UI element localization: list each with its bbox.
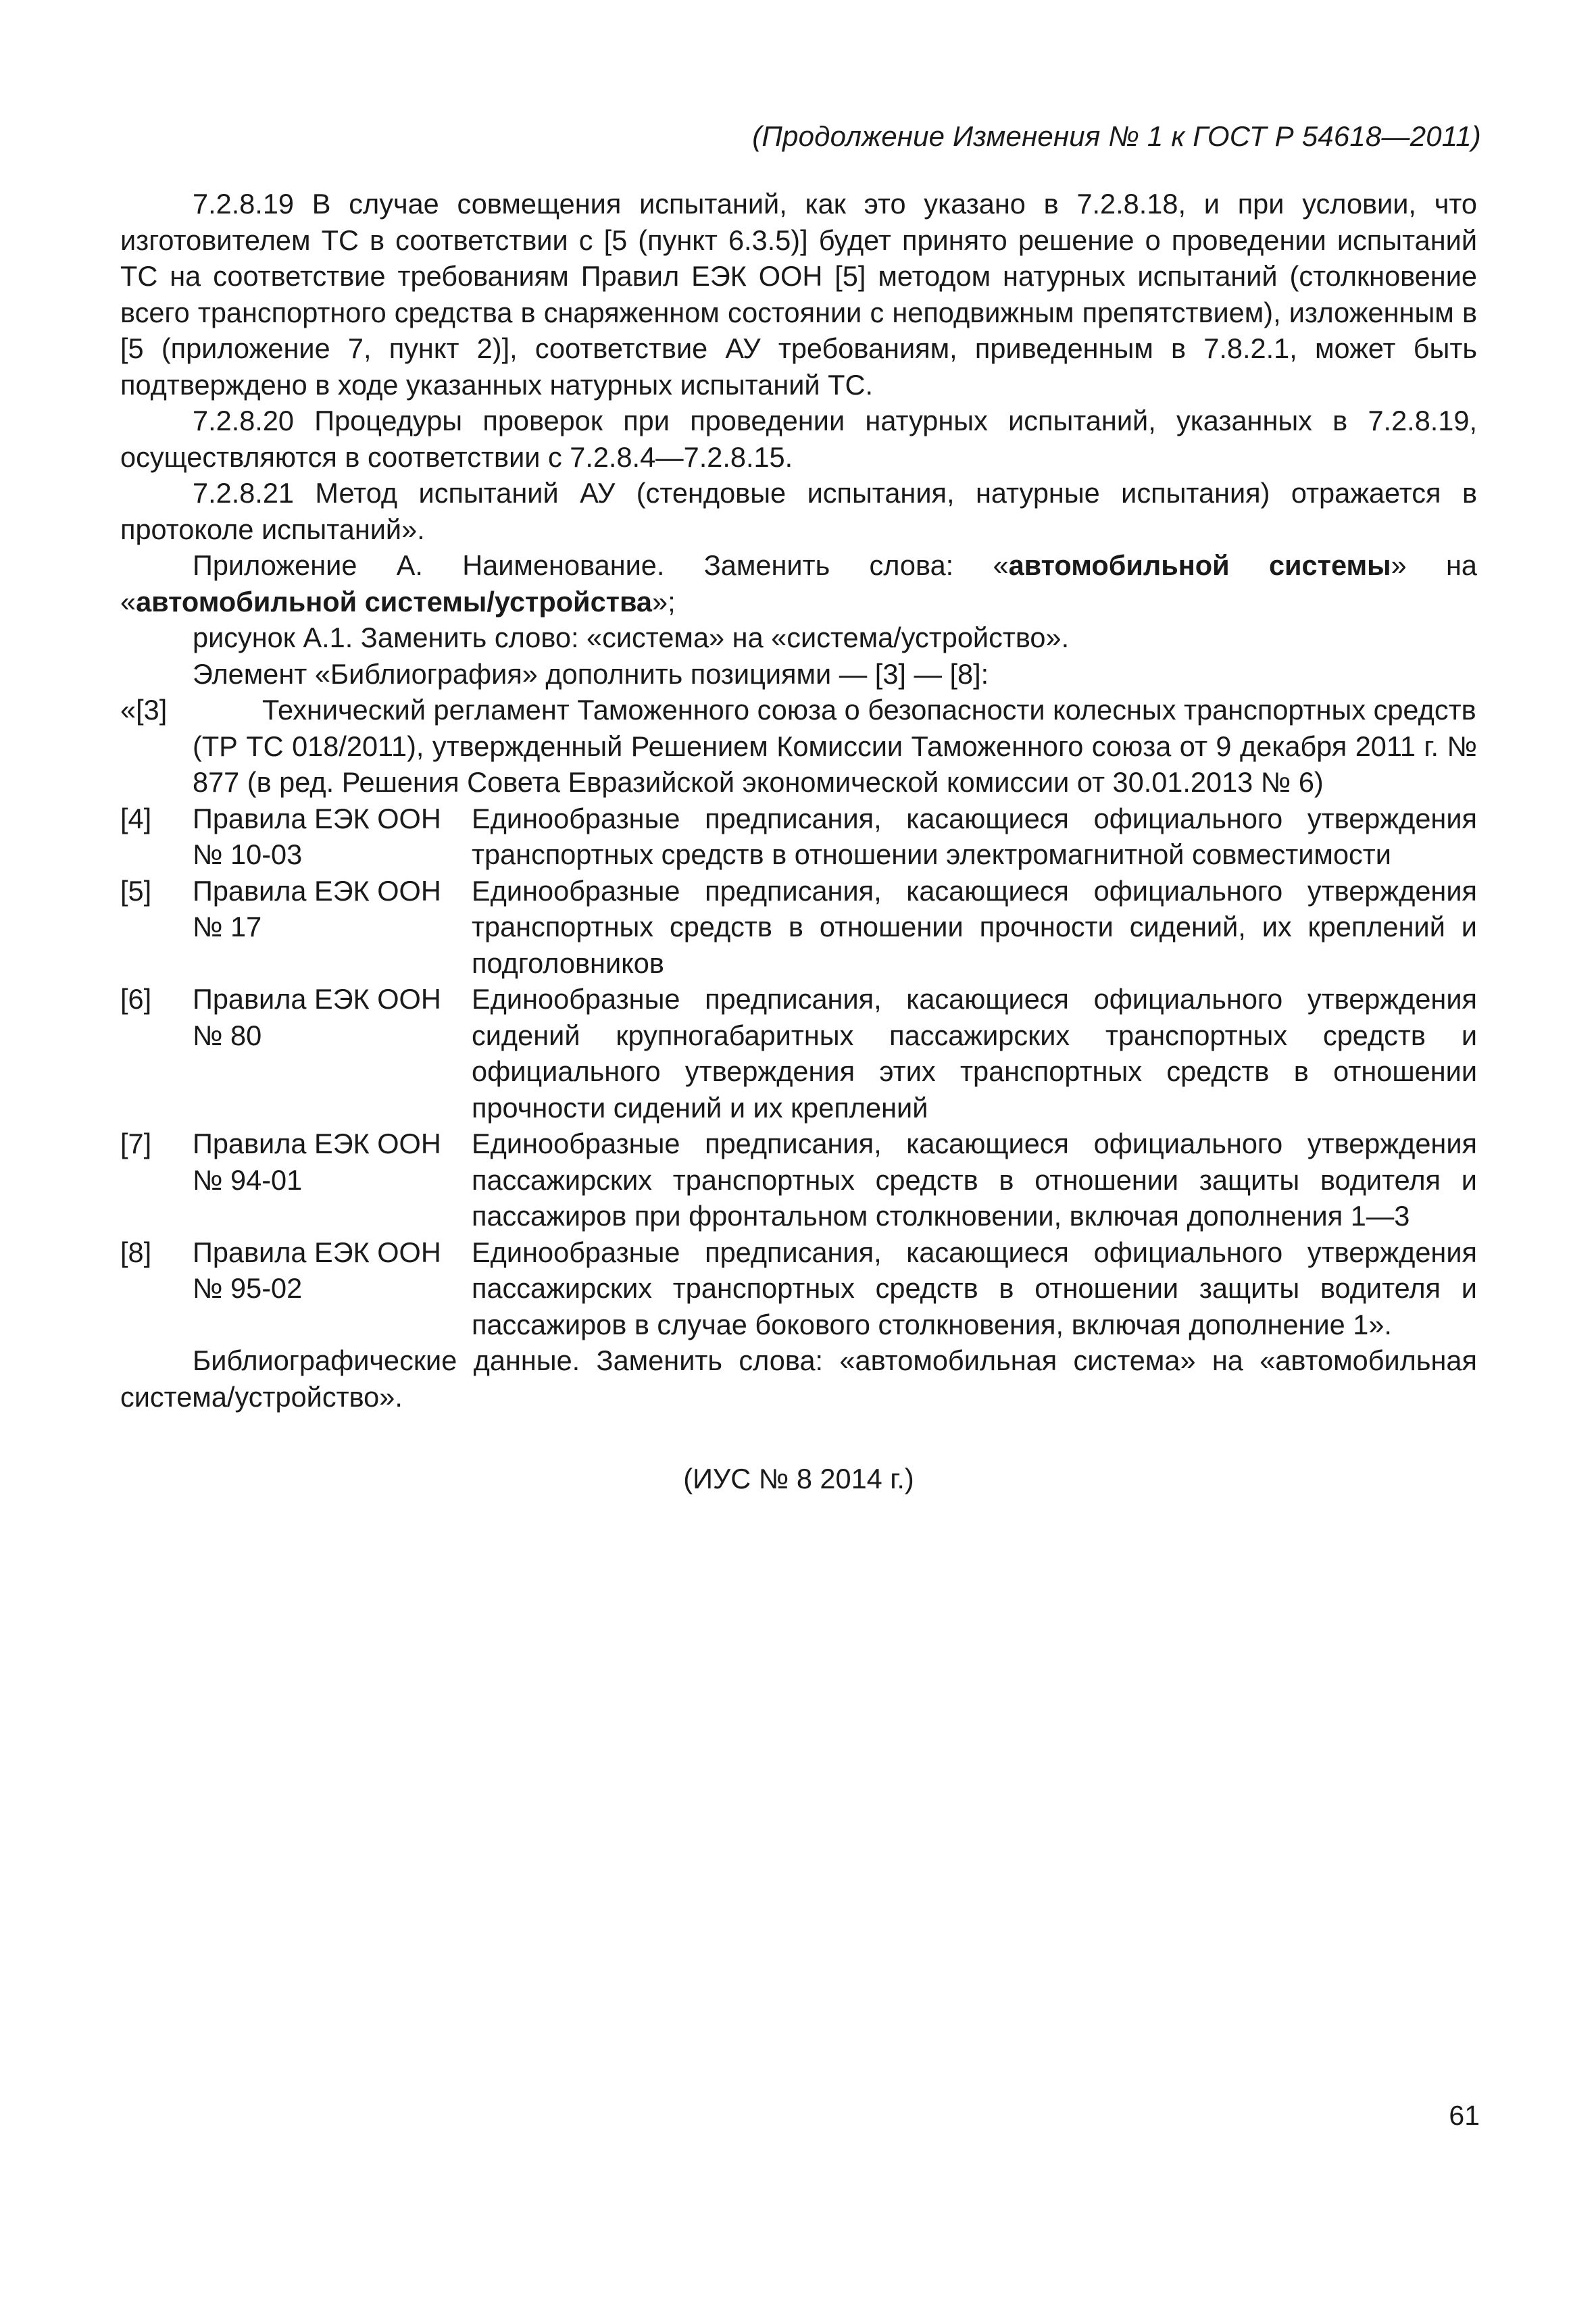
bibliography-item-4 [120,801,1477,873]
bibliography-number: [7] [120,1128,152,1159]
paragraph-bibliography-intro: Элемент «Библиография» дополнить позициями — [3] — [8]: [193,657,989,690]
bibliography-text: Единообразные предписания, касающиеся официального утверждения пассажирских транспортных средств в отношении защиты водителя и пассажиров в случае бокового столкновения, включая дополнение 1». [472,1236,1477,1340]
bibliography-text: Единообразные предписания, касающиеся официального утверждения транспортных средств в отношении электромагнитной совместимости [472,802,1477,870]
page-header: (Продолжение Изменения № 1 к ГОСТ Р 54618—2011) [752,120,1481,152]
bibliography-number: [8] [120,1236,152,1268]
paragraph-7-2-8-21: 7.2.8.21 Метод испытаний АУ (стендовые испытания, натурные испытания) отражается в протоколе испытаний». [120,477,1477,545]
bibliography-text-first-line: Технический регламент Таможенного союза о безопасности колесных транспортных средств [262,694,1476,726]
paragraph-7-2-8-20: 7.2.8.20 Процедуры проверок при проведении натурных испытаний, указанных в 7.2.8.19, осуществляются в соответствии с 7.2.8.4—7.2.8.15. [120,405,1477,473]
bibliography-text: Единообразные предписания, касающиеся официального утверждения пассажирских транспортных средств в отношении защиты водителя и пассажиров при фронтальном столкновении, включая дополнения 1—3 [472,1128,1477,1232]
bibliography-text: Единообразные предписания, касающиеся официального утверждения транспортных средств в отношении прочности сидений, их креплений и подголовников [472,874,1477,979]
bibliography-document: Правила ЕЭК ООН № 80 [193,983,441,1051]
appendix-a-text-3: »; [652,585,676,618]
appendix-a-bold-old: автомобильной системы [1008,549,1391,581]
bibliography-document: Правила ЕЭК ООН № 10-03 [193,802,441,870]
bibliography-number: [4] [120,802,152,834]
bibliography-item-5 [120,873,1477,982]
paragraph-figure-a1: рисунок А.1. Заменить слово: «система» на «система/устройство». [193,622,1070,653]
bibliography-number: [5] [120,874,152,907]
bibliography-item-6 [120,981,1477,1126]
appendix-a-text-1: Приложение А. Наименование. Заменить слова: « [193,549,1009,581]
document-body [120,186,1477,1497]
bibliography-number: «[3] [120,694,168,726]
appendix-a-bold-new: автомобильной системы/устройства [136,585,653,618]
bibliography-item-7 [120,1126,1477,1234]
bibliography-text: Единообразные предписания, касающиеся официального утверждения сидений крупногабаритных пассажирских транспортных средств и официального утверждения этих транспортных средств в отношении прочности сидений и их креплений [472,983,1477,1124]
paragraph-appendix-a [120,547,1477,620]
bibliography-document: Правила ЕЭК ООН № 17 [193,874,441,942]
bibliography-item-8 [120,1234,1477,1343]
page-number: 61 [1449,2100,1480,2131]
bibliography-document: Правила ЕЭК ООН № 95-02 [193,1236,441,1304]
bibliography-document: Правила ЕЭК ООН № 94-01 [193,1128,441,1196]
source-reference: (ИУС № 8 2014 г.) [683,1463,914,1494]
bibliography-text [262,692,1477,728]
bibliography-item-3-continuation: (ТР ТС 018/2011), утвержденный Решением Комиссии Таможенного союза от 9 декабря 2011 г. № 877 (в ред. Решения Совета Евразийской экономической комиссии от 30.01.2013 № 6) [193,730,1477,798]
paragraph-7-2-8-19: 7.2.8.19 В случае совмещения испытаний, как это указано в 7.2.8.18, и при условии, что изготовителем ТС в соответствии с [5 (пункт 6.3.5)] будет принято решение о проведении испытаний ТС на соответствие требованиям Правил ЕЭК ООН [5] методом натурных испытаний (столкновение всего транспортного средства в снаряженном состоянии с неподвижным препятствием), изложенным в [5 (приложение 7, пункт 2)], соответствие АУ требованиям, приведенным в 7.8.2.1, может быть подтверждено в ходе указанных натурных испытаний ТС. [120,188,1477,401]
paragraph-bibliographic-data: Библиографические данные. Заменить слова: «автомобильная система» на «автомобильная система/устройство». [120,1344,1477,1413]
appendix-a-text-2: » на « [120,549,1477,618]
bibliography-item-3 [120,692,1477,728]
bibliography-number: [6] [120,983,152,1015]
